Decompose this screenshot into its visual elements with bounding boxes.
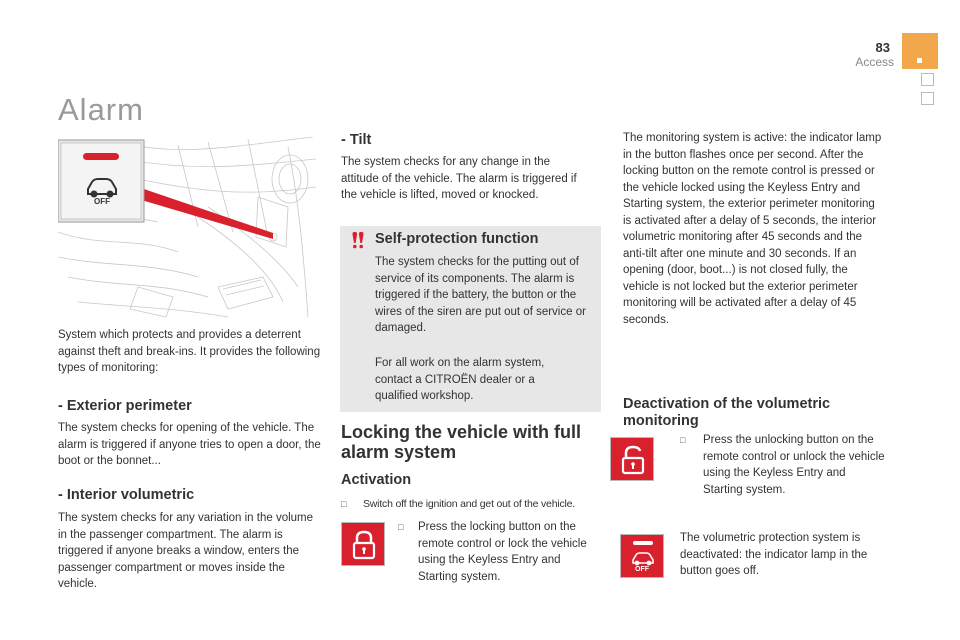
interior-heading: - Interior volumetric bbox=[58, 487, 195, 503]
workshop-advice-text: For all work on the alarm system, contact a CITROËN dealer or a qualified workshop. bbox=[375, 357, 545, 402]
chapter-tab bbox=[921, 92, 934, 105]
exterior-text: The system checks for opening of the vehicle. The alarm is triggered if anyone tries to open a door, the boot or the bonnet... bbox=[58, 422, 321, 467]
warning-icon bbox=[348, 230, 368, 250]
dashboard-illustration bbox=[58, 137, 318, 322]
padlock-unlocked-icon bbox=[610, 437, 654, 481]
activation-step-1-text: Switch off the ignition and get out of the vehicle. bbox=[363, 498, 576, 510]
activation-heading: Activation bbox=[341, 472, 412, 488]
chapter-tab-active bbox=[902, 33, 938, 69]
deactivation-step-1-text: Press the unlocking button on the remote control or unlock the vehicle using the Keyless Entry and Starting system. bbox=[703, 434, 885, 496]
deactivation-text: The volumetric protection system is deactivated: the indicator lamp in the button goes off. bbox=[680, 532, 868, 577]
activation-step-2-text: Press the locking button on the remote control or lock the vehicle using the Keyless Entry and Starting system. bbox=[418, 521, 587, 583]
off-label: OFF bbox=[94, 197, 110, 206]
deactivation-heading: Deactivation of the volumetric monitoring bbox=[623, 396, 831, 429]
padlock-locked-icon bbox=[341, 522, 385, 566]
alarm-off-button-icon bbox=[620, 534, 664, 578]
self-protection-text: The system checks for the putting out of service of its components. The alarm is triggered if the battery, the button or the wires of the siren are put out of service or damaged. bbox=[375, 256, 586, 334]
activation-step-2 bbox=[398, 519, 603, 585]
self-protection-heading: Self-protection function bbox=[375, 231, 539, 247]
intro-text: System which protects and provides a deterrent against theft and break-ins. It provides the following types of monitoring: bbox=[58, 329, 321, 374]
chapter-tab bbox=[921, 73, 934, 86]
checkbox-bullet-icon: □ bbox=[341, 499, 347, 509]
deactivation-step-1 bbox=[680, 432, 885, 498]
section-label: Access bbox=[855, 55, 894, 69]
checkbox-bullet-icon: □ bbox=[680, 435, 686, 445]
monitoring-text: The monitoring system is active: the indicator lamp in the button flashes once per second. After the locking button on the remote control is pressed or the vehicle locked using the Keyless Entry and Starting system, the exterior perimeter monitoring is activated after a delay of 5 seconds, the interior volumetric monitoring after 45 seconds and the anti-tilt after one minute and 30 seconds. If an opening (door, boot...) is not closed fully, the vehicle is not locked but the exterior perimeter monitoring will be activated after a delay of 45 seconds. bbox=[623, 132, 882, 326]
exterior-heading: - Exterior perimeter bbox=[58, 398, 192, 414]
page-number: 83 bbox=[875, 40, 890, 55]
activation-step-1 bbox=[341, 496, 603, 513]
off-label: OFF bbox=[635, 566, 649, 573]
interior-text: The system checks for any variation in the volume in the passenger compartment. The alarm is triggered if anyone breaks a window, enters the passenger compartment or moves inside the vehicle. bbox=[58, 512, 314, 590]
page-title: Alarm bbox=[58, 92, 144, 127]
tilt-heading: - Tilt bbox=[341, 132, 372, 148]
locking-heading: Locking the vehicle with full alarm system bbox=[341, 422, 582, 462]
checkbox-bullet-icon: □ bbox=[398, 522, 404, 532]
tilt-text: The system checks for any change in the attitude of the vehicle. The alarm is triggered if the vehicle is lifted, moved or knocked. bbox=[341, 156, 577, 201]
